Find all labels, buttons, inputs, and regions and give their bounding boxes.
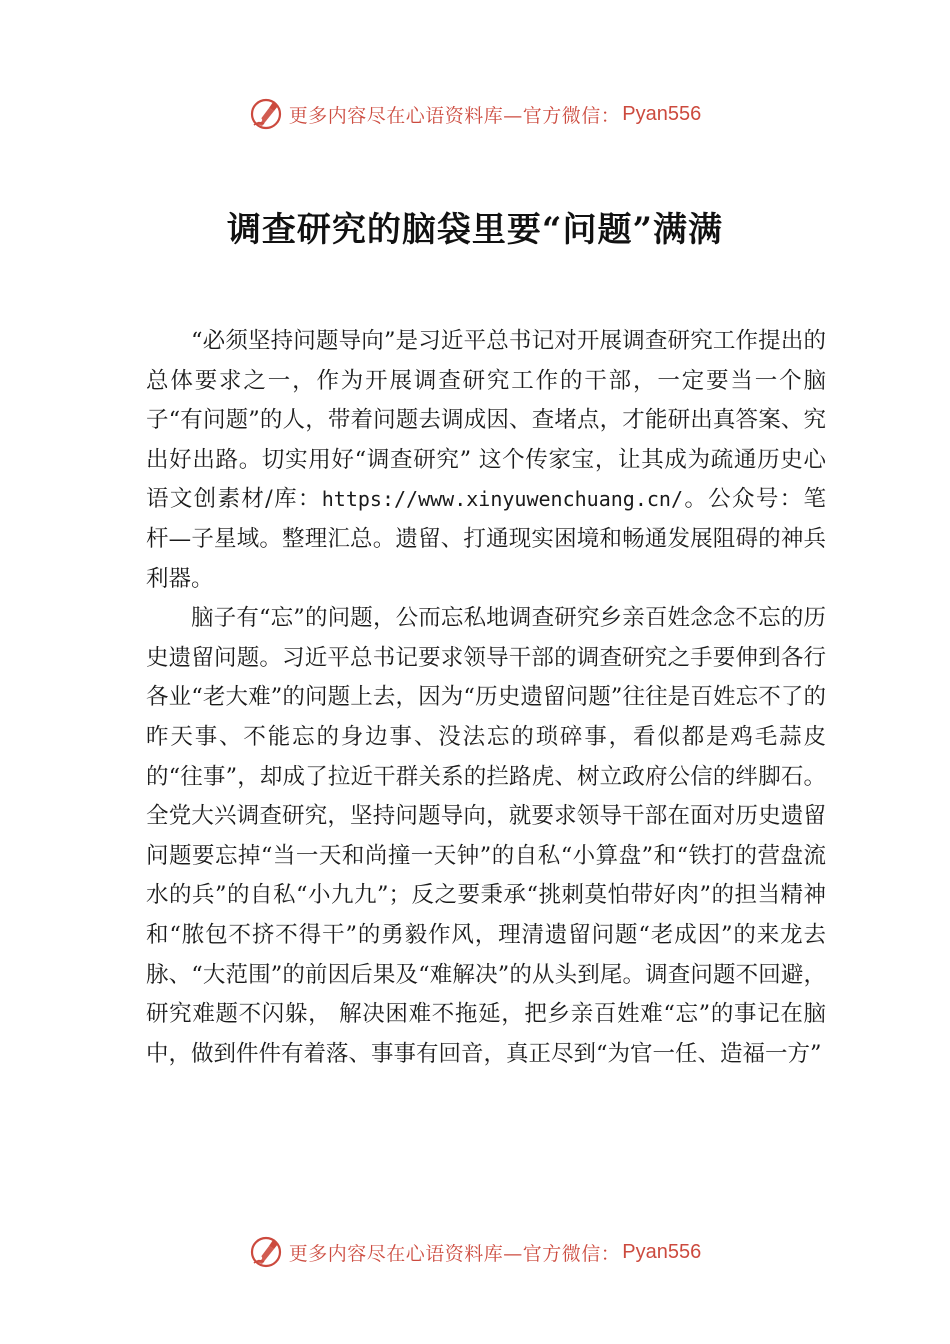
document-body bbox=[146, 322, 826, 1074]
pen-nib-logo-icon bbox=[249, 1235, 283, 1269]
banner-text: 更多内容尽在心语资料库—官方微信： bbox=[288, 104, 621, 127]
footer-banner bbox=[0, 1232, 950, 1272]
wechat-id: Pyan556 bbox=[622, 1240, 702, 1263]
paragraph-1-text: “必须坚持问题导向”是习近平总书记对开展调查研究工作提出的总体要求之一，作为开展调查研究工作的干部，一定要当一个脑子“有问题”的人，带着问题去调成因、查堵点，才能研出真答案、究出好出路。切实用好“调查研究” 这个传家宝，让其成为疏通历史心语文创素材/库： bbox=[146, 328, 826, 513]
document-title: 调查研究的脑袋里要“问题”满满 bbox=[226, 210, 724, 250]
wechat-id: Pyan556 bbox=[622, 102, 702, 125]
pen-nib-logo-icon bbox=[249, 97, 283, 131]
header-banner bbox=[0, 94, 950, 134]
paragraph-1-tail: 。公众号：笔杆—子星域。整理汇总。遗留、打通现实困境和畅通发展阻碍的神兵利器。 bbox=[146, 486, 826, 592]
website-url: https://www.xinyuwenchuang.cn/ bbox=[321, 487, 683, 512]
paragraph-1 bbox=[146, 322, 826, 599]
paragraph-2: 脑子有“忘”的问题，公而忘私地调查研究乡亲百姓念念不忘的历史遗留问题。习近平总书记要求领导干部的调查研究之手要伸到各行各业“老大难”的问题上去，因为“历史遗留问题”往往是百姓忘不了的昨天事、不能忘的身边事、没法忘的琐碎事，看似都是鸡毛蒜皮的“往事”，却成了拉近干群关系的拦路虎、树立政府公信的绊脚石。全党大兴调查研究，坚持问题导向，就要求领导干部在面对历史遗留问题要忘掉“当一天和尚撞一天钟”的自私“小算盘”和“铁打的营盘流水的兵”的自私“小九九”；反之要秉承“挑刺莫怕带好肉”的担当精神和“脓包不挤不得干”的勇毅作风，理清遗留问题“老成因”的来龙去脉、“大范围”的前因后果及“难解决”的从头到尾。调查问题不回避，研究难题不闪躲， 解决困难不拖延，把乡亲百姓难“忘”的事记在脑中，做到件件有着落、事事有回音，真正尽到“为官一任、造福一方” bbox=[146, 605, 826, 1067]
banner-text: 更多内容尽在心语资料库—官方微信： bbox=[288, 1242, 621, 1265]
